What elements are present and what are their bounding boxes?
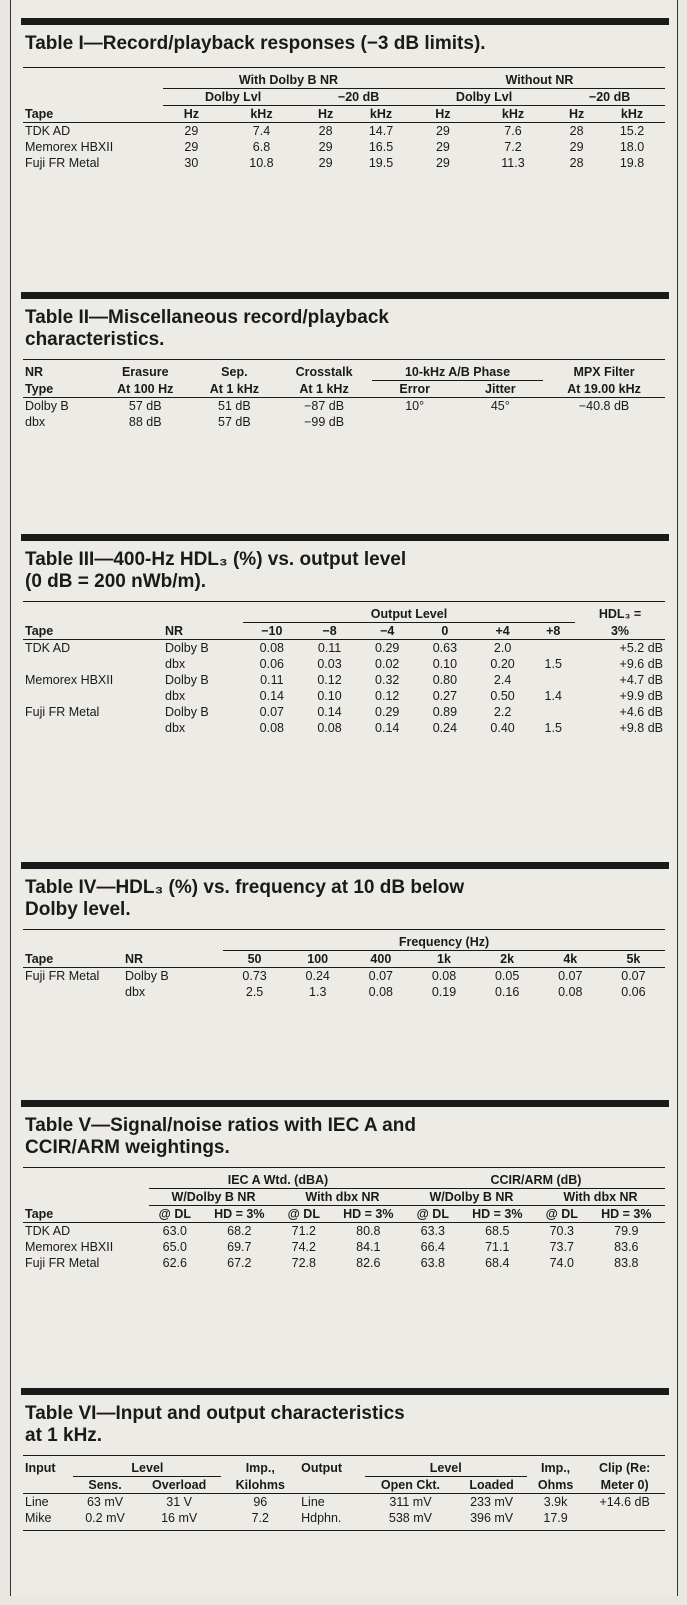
col-group-phase: 10-kHz A/B Phase xyxy=(372,364,543,381)
tape-name: Memorex HBXII xyxy=(25,1240,114,1254)
tape-name: Memorex HBXII xyxy=(25,140,114,154)
tape-name: Memorex HBXII xyxy=(25,673,114,687)
cell: +4.6 dB xyxy=(619,705,663,719)
cell: 10.8 xyxy=(249,156,274,170)
cell: 7.4 xyxy=(252,124,271,138)
cell: dbx xyxy=(165,689,186,703)
col-dl: @ DL xyxy=(149,1206,201,1223)
cell: 67.2 xyxy=(227,1256,252,1270)
table-4 xyxy=(11,862,677,1000)
heavy-rule xyxy=(21,292,669,299)
tape-name: Fuji FR Metal xyxy=(25,969,100,983)
table-5-title xyxy=(11,1107,677,1159)
col-crosstalk: Crosstalk xyxy=(295,365,353,380)
col-group-frequency: Frequency (Hz) xyxy=(223,934,665,951)
table-2-grid xyxy=(23,364,665,430)
table-2 xyxy=(11,292,677,430)
cell: 6.8 xyxy=(252,140,271,154)
cell: 62.6 xyxy=(162,1256,187,1270)
table-row xyxy=(23,1494,665,1511)
col-sep: At 1 kHz xyxy=(193,381,277,398)
thin-rule xyxy=(23,1530,665,1531)
cell: 2.4 xyxy=(493,673,512,687)
col-clip: Meter 0) xyxy=(584,1477,665,1494)
col-group-level: Level xyxy=(365,1460,527,1477)
cell: +9.6 dB xyxy=(619,657,663,671)
cell: 0.08 xyxy=(259,641,285,655)
col-sub: Dolby Lvl xyxy=(414,89,554,106)
col-erasure: Erasure xyxy=(121,365,169,380)
cell: 0.11 xyxy=(317,641,342,655)
col-unit: Hz xyxy=(163,106,220,123)
col-crosstalk: At 1 kHz xyxy=(276,381,372,398)
table-row xyxy=(23,656,665,672)
cell: 74.0 xyxy=(549,1256,574,1270)
cell: 83.6 xyxy=(614,1240,639,1254)
cell: 19.8 xyxy=(619,156,645,170)
table-row xyxy=(23,968,665,985)
cell: 73.7 xyxy=(549,1240,574,1254)
col-tape: Tape xyxy=(23,1206,149,1223)
cell: 0.10 xyxy=(317,689,342,703)
cell: 0.2 mV xyxy=(85,1511,125,1525)
col-level: +8 xyxy=(531,623,575,640)
cell: 15.2 xyxy=(619,124,645,138)
cell: 0.12 xyxy=(317,673,342,687)
table-3-title xyxy=(11,541,677,593)
cell: 0.63 xyxy=(432,641,458,655)
cell: 29 xyxy=(569,140,584,154)
table-row xyxy=(23,139,665,155)
cell: 0.80 xyxy=(432,673,458,687)
table-row xyxy=(23,1223,665,1240)
cell: 0.08 xyxy=(558,985,583,999)
cell: 68.4 xyxy=(485,1256,510,1270)
cell xyxy=(584,1510,665,1526)
cell: 0.10 xyxy=(432,657,458,671)
cell: 63.3 xyxy=(420,1224,445,1238)
cell: 1.5 xyxy=(544,721,562,735)
table-row xyxy=(23,720,665,736)
cell: 0.27 xyxy=(432,689,458,703)
cell: 0.12 xyxy=(375,689,400,703)
cell: dbx xyxy=(165,721,186,735)
col-group-level: Level xyxy=(73,1460,221,1477)
cell: 0.14 xyxy=(375,721,400,735)
table-6-title xyxy=(11,1395,677,1447)
col-sub: Dolby Lvl xyxy=(163,89,303,106)
col-sens: Sens. xyxy=(73,1477,136,1494)
tape-name: Fuji FR Metal xyxy=(25,156,100,170)
cell: 63.8 xyxy=(420,1256,445,1270)
tape-name: TDK AD xyxy=(25,124,71,138)
col-unit: Hz xyxy=(303,106,348,123)
table-row xyxy=(23,984,665,1000)
table-row xyxy=(23,672,665,688)
cell: 29 xyxy=(184,140,199,154)
cell: 0.11 xyxy=(260,673,284,687)
col-unit: kHz xyxy=(472,106,554,123)
cell: 16.5 xyxy=(368,140,394,154)
cell: 7.2 xyxy=(504,140,522,154)
col-group-output: Output Level xyxy=(243,606,575,623)
cell: 0.08 xyxy=(431,969,457,983)
cell xyxy=(531,640,575,657)
cell: 0.24 xyxy=(432,721,458,735)
cell: 0.08 xyxy=(259,721,285,735)
cell xyxy=(543,414,665,430)
col-level: −4 xyxy=(358,623,416,640)
col-hd: HD = 3% xyxy=(588,1206,665,1223)
title-line: (0 dB = 200 nWb/m). xyxy=(25,571,207,592)
col-hd: HD = 3% xyxy=(330,1206,407,1223)
cell: +4.7 dB xyxy=(619,673,663,687)
title-line: Table V—Signal/noise ratios with IEC A and xyxy=(25,1115,416,1136)
tape-name: Fuji FR Metal xyxy=(25,1256,100,1270)
col-mpx: MPX Filter xyxy=(573,365,635,380)
cell: 19.5 xyxy=(368,156,394,170)
cell: 88 dB xyxy=(128,415,162,429)
cell: 0.08 xyxy=(317,721,342,735)
cell: 30 xyxy=(184,156,199,170)
col-mpx: At 19.00 kHz xyxy=(543,381,665,398)
col-sub: W/Dolby B NR xyxy=(407,1189,536,1206)
col-dl: @ DL xyxy=(407,1206,459,1223)
cell: 311 mV xyxy=(389,1495,432,1509)
col-unit: Hz xyxy=(414,106,472,123)
cell: −99 dB xyxy=(304,415,345,429)
cell: 233 mV xyxy=(470,1495,514,1509)
table-row xyxy=(23,414,665,430)
cell: 71.1 xyxy=(485,1240,510,1254)
cell: 63.0 xyxy=(162,1224,187,1238)
col-group-dolby: With Dolby B NR xyxy=(163,72,414,89)
table-5-grid xyxy=(23,1172,665,1271)
tape-name xyxy=(23,656,163,672)
cell: 29 xyxy=(318,156,333,170)
cell: dbx xyxy=(125,985,146,999)
cell: 29 xyxy=(435,124,450,138)
cell: 0.32 xyxy=(375,673,400,687)
col-sub: With dbx NR xyxy=(536,1189,665,1206)
cell: 1.4 xyxy=(544,689,562,703)
cell: 17.9 xyxy=(543,1511,568,1525)
cell: 1.3 xyxy=(309,985,327,999)
col-unit: kHz xyxy=(348,106,414,123)
cell: 0.19 xyxy=(431,985,457,999)
table-3 xyxy=(11,534,677,736)
cell: 2.5 xyxy=(245,985,264,999)
cell: 68.5 xyxy=(485,1224,510,1238)
tape-name: TDK AD xyxy=(25,1224,71,1238)
cell: 84.1 xyxy=(356,1240,381,1254)
cell: −87 dB xyxy=(304,399,345,413)
cell: 71.2 xyxy=(291,1224,316,1238)
col-jitter: Jitter xyxy=(458,381,544,398)
table-row xyxy=(23,398,665,415)
col-hdl: 3% xyxy=(575,623,665,640)
cell: Mike xyxy=(25,1511,52,1525)
cell: 2.0 xyxy=(493,641,512,655)
cell: 18.0 xyxy=(619,140,645,154)
col-level: +4 xyxy=(474,623,532,640)
col-freq: 100 xyxy=(286,951,349,968)
col-freq: 4k xyxy=(539,951,602,968)
cell: 7.6 xyxy=(504,124,522,138)
cell: 57 dB xyxy=(128,399,162,413)
col-erasure: At 100 Hz xyxy=(98,381,193,398)
table-row xyxy=(23,704,665,720)
cell: 14.7 xyxy=(368,124,394,138)
table-row xyxy=(23,640,665,657)
col-sub: −20 dB xyxy=(303,89,414,106)
cell: Dolby B xyxy=(165,641,209,655)
cell: 0.29 xyxy=(375,641,400,655)
table-3-grid xyxy=(23,606,665,736)
thin-rule xyxy=(23,1167,665,1168)
heavy-rule xyxy=(21,1100,669,1107)
cell: 82.6 xyxy=(356,1256,381,1270)
cell: 45° xyxy=(490,399,510,413)
title-line: Table VI—Input and output characteristics xyxy=(25,1403,405,1424)
cell: 29 xyxy=(435,156,450,170)
title-line: Table IV—HDL₃ (%) vs. frequency at 10 dB below xyxy=(25,877,465,898)
col-freq: 400 xyxy=(349,951,412,968)
cell: 70.3 xyxy=(549,1224,574,1238)
col-sub: −20 dB xyxy=(554,89,665,106)
cell: 538 mV xyxy=(388,1511,432,1525)
cell: 69.7 xyxy=(227,1240,252,1254)
cell: 74.2 xyxy=(291,1240,316,1254)
col-nr: Type xyxy=(23,381,98,398)
col-group-without: Without NR xyxy=(414,72,665,89)
cell: 0.06 xyxy=(259,657,285,671)
col-freq: 2k xyxy=(476,951,539,968)
col-imp: Imp., xyxy=(245,1461,275,1476)
cell: 0.02 xyxy=(375,657,400,671)
cell: 0.50 xyxy=(490,689,515,703)
cell: 396 mV xyxy=(470,1511,514,1525)
heavy-rule xyxy=(21,862,669,869)
col-sep: Sep. xyxy=(221,365,248,380)
col-freq: 5k xyxy=(602,951,665,968)
title-line: at 1 kHz. xyxy=(25,1425,103,1446)
heavy-rule xyxy=(21,534,669,541)
cell: dbx xyxy=(25,415,46,429)
title-line: Dolby level. xyxy=(25,899,131,920)
col-impo: Imp., xyxy=(540,1461,571,1476)
cell: 31 V xyxy=(166,1495,192,1509)
cell: 29 xyxy=(318,140,333,154)
cell: 10° xyxy=(405,399,425,413)
cell: 28 xyxy=(569,156,584,170)
cell: 0.24 xyxy=(305,969,330,983)
cell: 51 dB xyxy=(218,399,251,413)
thin-rule xyxy=(23,1455,665,1456)
col-sub: W/Dolby B NR xyxy=(149,1189,278,1206)
col-freq: 50 xyxy=(223,951,286,968)
cell: 65.0 xyxy=(162,1240,187,1254)
cell: 0.89 xyxy=(432,705,458,719)
cell: +9.9 dB xyxy=(619,689,663,703)
col-input: Input xyxy=(25,1461,56,1476)
cell: Hdphn. xyxy=(301,1511,342,1525)
thin-rule xyxy=(23,929,665,930)
col-level: 0 xyxy=(416,623,474,640)
col-unit: Hz xyxy=(554,106,599,123)
col-overload: Overload xyxy=(137,1477,222,1494)
cell: 68.2 xyxy=(227,1224,252,1238)
col-tape: Tape xyxy=(23,951,123,968)
col-group-iec: IEC A Wtd. (dBA) xyxy=(149,1172,407,1189)
heavy-rule xyxy=(21,18,669,25)
spec-tables-page xyxy=(10,0,678,1596)
cell: 72.8 xyxy=(291,1256,316,1270)
tape-name xyxy=(23,688,163,704)
cell: Dolby B xyxy=(165,705,209,719)
title-line: Table III—400-Hz HDL₃ (%) vs. output level xyxy=(25,549,407,570)
cell: 0.05 xyxy=(494,969,520,983)
cell: 29 xyxy=(435,140,450,154)
cell: 0.14 xyxy=(317,705,342,719)
cell: 3.9k xyxy=(543,1495,568,1509)
title-line: CCIR/ARM weightings. xyxy=(25,1137,230,1158)
col-tape: Tape xyxy=(23,106,163,123)
cell: Dolby B xyxy=(125,969,169,983)
cell: 0.07 xyxy=(558,969,583,983)
cell xyxy=(531,704,575,720)
col-nr: NR xyxy=(123,951,223,968)
cell xyxy=(458,414,544,430)
cell: +5.2 dB xyxy=(619,641,663,655)
tape-name: TDK AD xyxy=(25,641,71,655)
cell: 0.06 xyxy=(621,985,646,999)
col-nr: NR xyxy=(163,623,243,640)
cell: 80.8 xyxy=(356,1224,381,1238)
cell: 0.07 xyxy=(621,969,646,983)
col-hd: HD = 3% xyxy=(201,1206,278,1223)
cell: −40.8 dB xyxy=(578,399,630,413)
cell: 16 mV xyxy=(161,1511,198,1525)
col-level: −10 xyxy=(243,623,301,640)
col-hdl: HDL₃ = xyxy=(598,607,642,622)
table-row xyxy=(23,688,665,704)
cell: 28 xyxy=(569,124,584,138)
table-1 xyxy=(11,18,677,171)
tape-name: Fuji FR Metal xyxy=(25,705,100,719)
col-clip: Clip (Re: xyxy=(598,1461,651,1476)
col-group-ccir: CCIR/ARM (dB) xyxy=(407,1172,665,1189)
title-line: Table II—Miscellaneous record/playback xyxy=(25,307,389,328)
cell: 28 xyxy=(318,124,333,138)
title-line: characteristics. xyxy=(25,329,165,350)
table-1-title: Table I—Record/playback responses (−3 dB limits). xyxy=(25,33,486,54)
cell: 0.29 xyxy=(375,705,400,719)
col-loaded: Loaded xyxy=(456,1477,527,1494)
col-level: −8 xyxy=(301,623,359,640)
cell: 0.07 xyxy=(259,705,285,719)
thin-rule xyxy=(23,359,665,360)
cell: 57 dB xyxy=(218,415,251,429)
col-dl: @ DL xyxy=(278,1206,330,1223)
col-sub: With dbx NR xyxy=(278,1189,407,1206)
col-tape: Tape xyxy=(23,623,163,640)
col-dl: @ DL xyxy=(536,1206,588,1223)
table-row xyxy=(23,1510,665,1526)
cell: dbx xyxy=(165,657,186,671)
thin-rule xyxy=(23,601,665,602)
tape-name xyxy=(23,720,163,736)
table-row xyxy=(23,155,665,171)
cell: 63 mV xyxy=(86,1495,124,1509)
table-2-title xyxy=(11,299,677,351)
table-4-title xyxy=(11,869,677,921)
col-imp: Kilohms xyxy=(221,1477,299,1494)
col-hd: HD = 3% xyxy=(459,1206,536,1223)
table-row xyxy=(23,1239,665,1255)
cell: 0.20 xyxy=(490,657,515,671)
cell: +14.6 dB xyxy=(599,1495,650,1509)
cell: 0.14 xyxy=(259,689,285,703)
table-row xyxy=(23,1255,665,1271)
cell: 79.9 xyxy=(614,1224,639,1238)
cell: 7.2 xyxy=(251,1511,269,1525)
cell: 1.5 xyxy=(544,657,562,671)
col-freq: 1k xyxy=(412,951,475,968)
cell: 66.4 xyxy=(420,1240,445,1254)
cell: 0.40 xyxy=(490,721,515,735)
cell: 0.16 xyxy=(494,985,520,999)
col-impo: Ohms xyxy=(527,1477,584,1494)
table-row xyxy=(23,123,665,140)
cell: +9.8 dB xyxy=(619,721,663,735)
table-4-grid xyxy=(23,934,665,1000)
cell: Line xyxy=(301,1495,325,1509)
cell: 0.73 xyxy=(242,969,267,983)
cell: 0.03 xyxy=(317,657,342,671)
tape-name xyxy=(23,984,123,1000)
table-6 xyxy=(11,1388,677,1531)
cell: 96 xyxy=(253,1495,268,1509)
cell: 83.8 xyxy=(614,1256,639,1270)
col-error: Error xyxy=(372,381,458,398)
cell: 11.3 xyxy=(501,156,525,170)
cell: Line xyxy=(25,1495,49,1509)
cell xyxy=(531,672,575,688)
col-output: Output xyxy=(301,1461,343,1476)
cell: Dolby B xyxy=(165,673,209,687)
cell: 0.08 xyxy=(368,985,394,999)
table-6-grid xyxy=(23,1460,665,1526)
cell: Dolby B xyxy=(25,399,69,413)
col-nr: NR xyxy=(25,365,44,380)
col-unit: kHz xyxy=(220,106,303,123)
heavy-rule xyxy=(21,1388,669,1395)
table-5 xyxy=(11,1100,677,1271)
cell: 29 xyxy=(184,124,199,138)
cell xyxy=(372,414,458,430)
thin-rule xyxy=(23,67,665,68)
cell: 0.07 xyxy=(368,969,394,983)
cell: 2.2 xyxy=(493,705,512,719)
col-open: Open Ckt. xyxy=(365,1477,457,1494)
table-1-grid xyxy=(23,72,665,171)
col-unit: kHz xyxy=(599,106,665,123)
